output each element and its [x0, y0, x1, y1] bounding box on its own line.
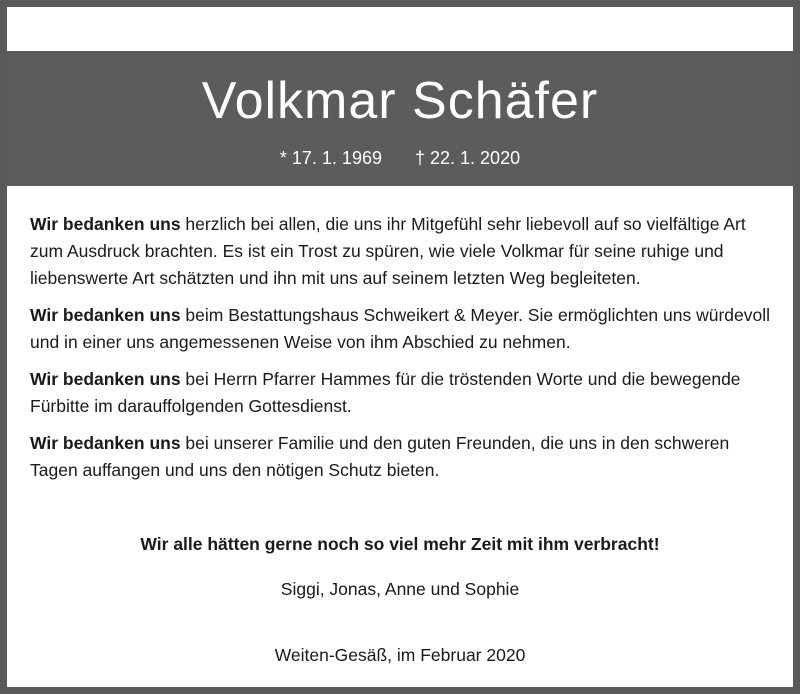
thanks-paragraph	[30, 430, 775, 484]
thanks-paragraph	[30, 211, 775, 292]
paragraph-lead: Wir bedanken uns	[30, 433, 181, 453]
birth-date: * 17. 1. 1969	[279, 148, 382, 168]
death-date: † 22. 1. 2020	[415, 148, 521, 168]
place-date: Weiten-Gesäß, im Februar 2020	[274, 645, 526, 665]
closing-line: Wir alle hätten gerne noch so viel mehr Zeit mit ihm verbracht!	[140, 534, 660, 554]
paragraph-text: herzlich bei allen, die uns ihr Mitgefühl sehr liebevoll auf so vielfältige Art zum Ausdruck brachten. Es ist ein Trost zu spüren, wie viele Volkmar für seine ruhige und liebenswerte Art schätzten und ihn mit uns auf seinem letzten Weg begleiteten.	[30, 214, 746, 288]
thanks-paragraph	[30, 302, 775, 356]
paragraph-text: bei Herrn Pfarrer Hammes für die tröstenden Worte und die bewegende Fürbitte im darauffolgenden Gottesdienst.	[30, 369, 741, 416]
deceased-name: Volkmar Schäfer	[201, 72, 599, 130]
paragraph-lead: Wir bedanken uns	[30, 369, 181, 389]
paragraph-text: beim Bestattungshaus Schweikert & Meyer. Sie ermöglichten uns würdevoll und in einer uns angemessenen Weise von ihm Abschied zu nehmen.	[30, 305, 771, 352]
name-banner	[7, 51, 793, 186]
thanks-text	[30, 211, 775, 494]
family-signature: Siggi, Jonas, Anne und Sophie	[280, 579, 520, 599]
paragraph-lead: Wir bedanken uns	[30, 305, 181, 325]
life-dates	[7, 146, 793, 170]
paragraph-text: bei unserer Familie und den guten Freunden, die uns in den schweren Tagen auffangen und uns den nötigen Schutz bieten.	[30, 433, 730, 480]
paragraph-lead: Wir bedanken uns	[30, 214, 181, 234]
thanks-paragraph	[30, 366, 775, 420]
